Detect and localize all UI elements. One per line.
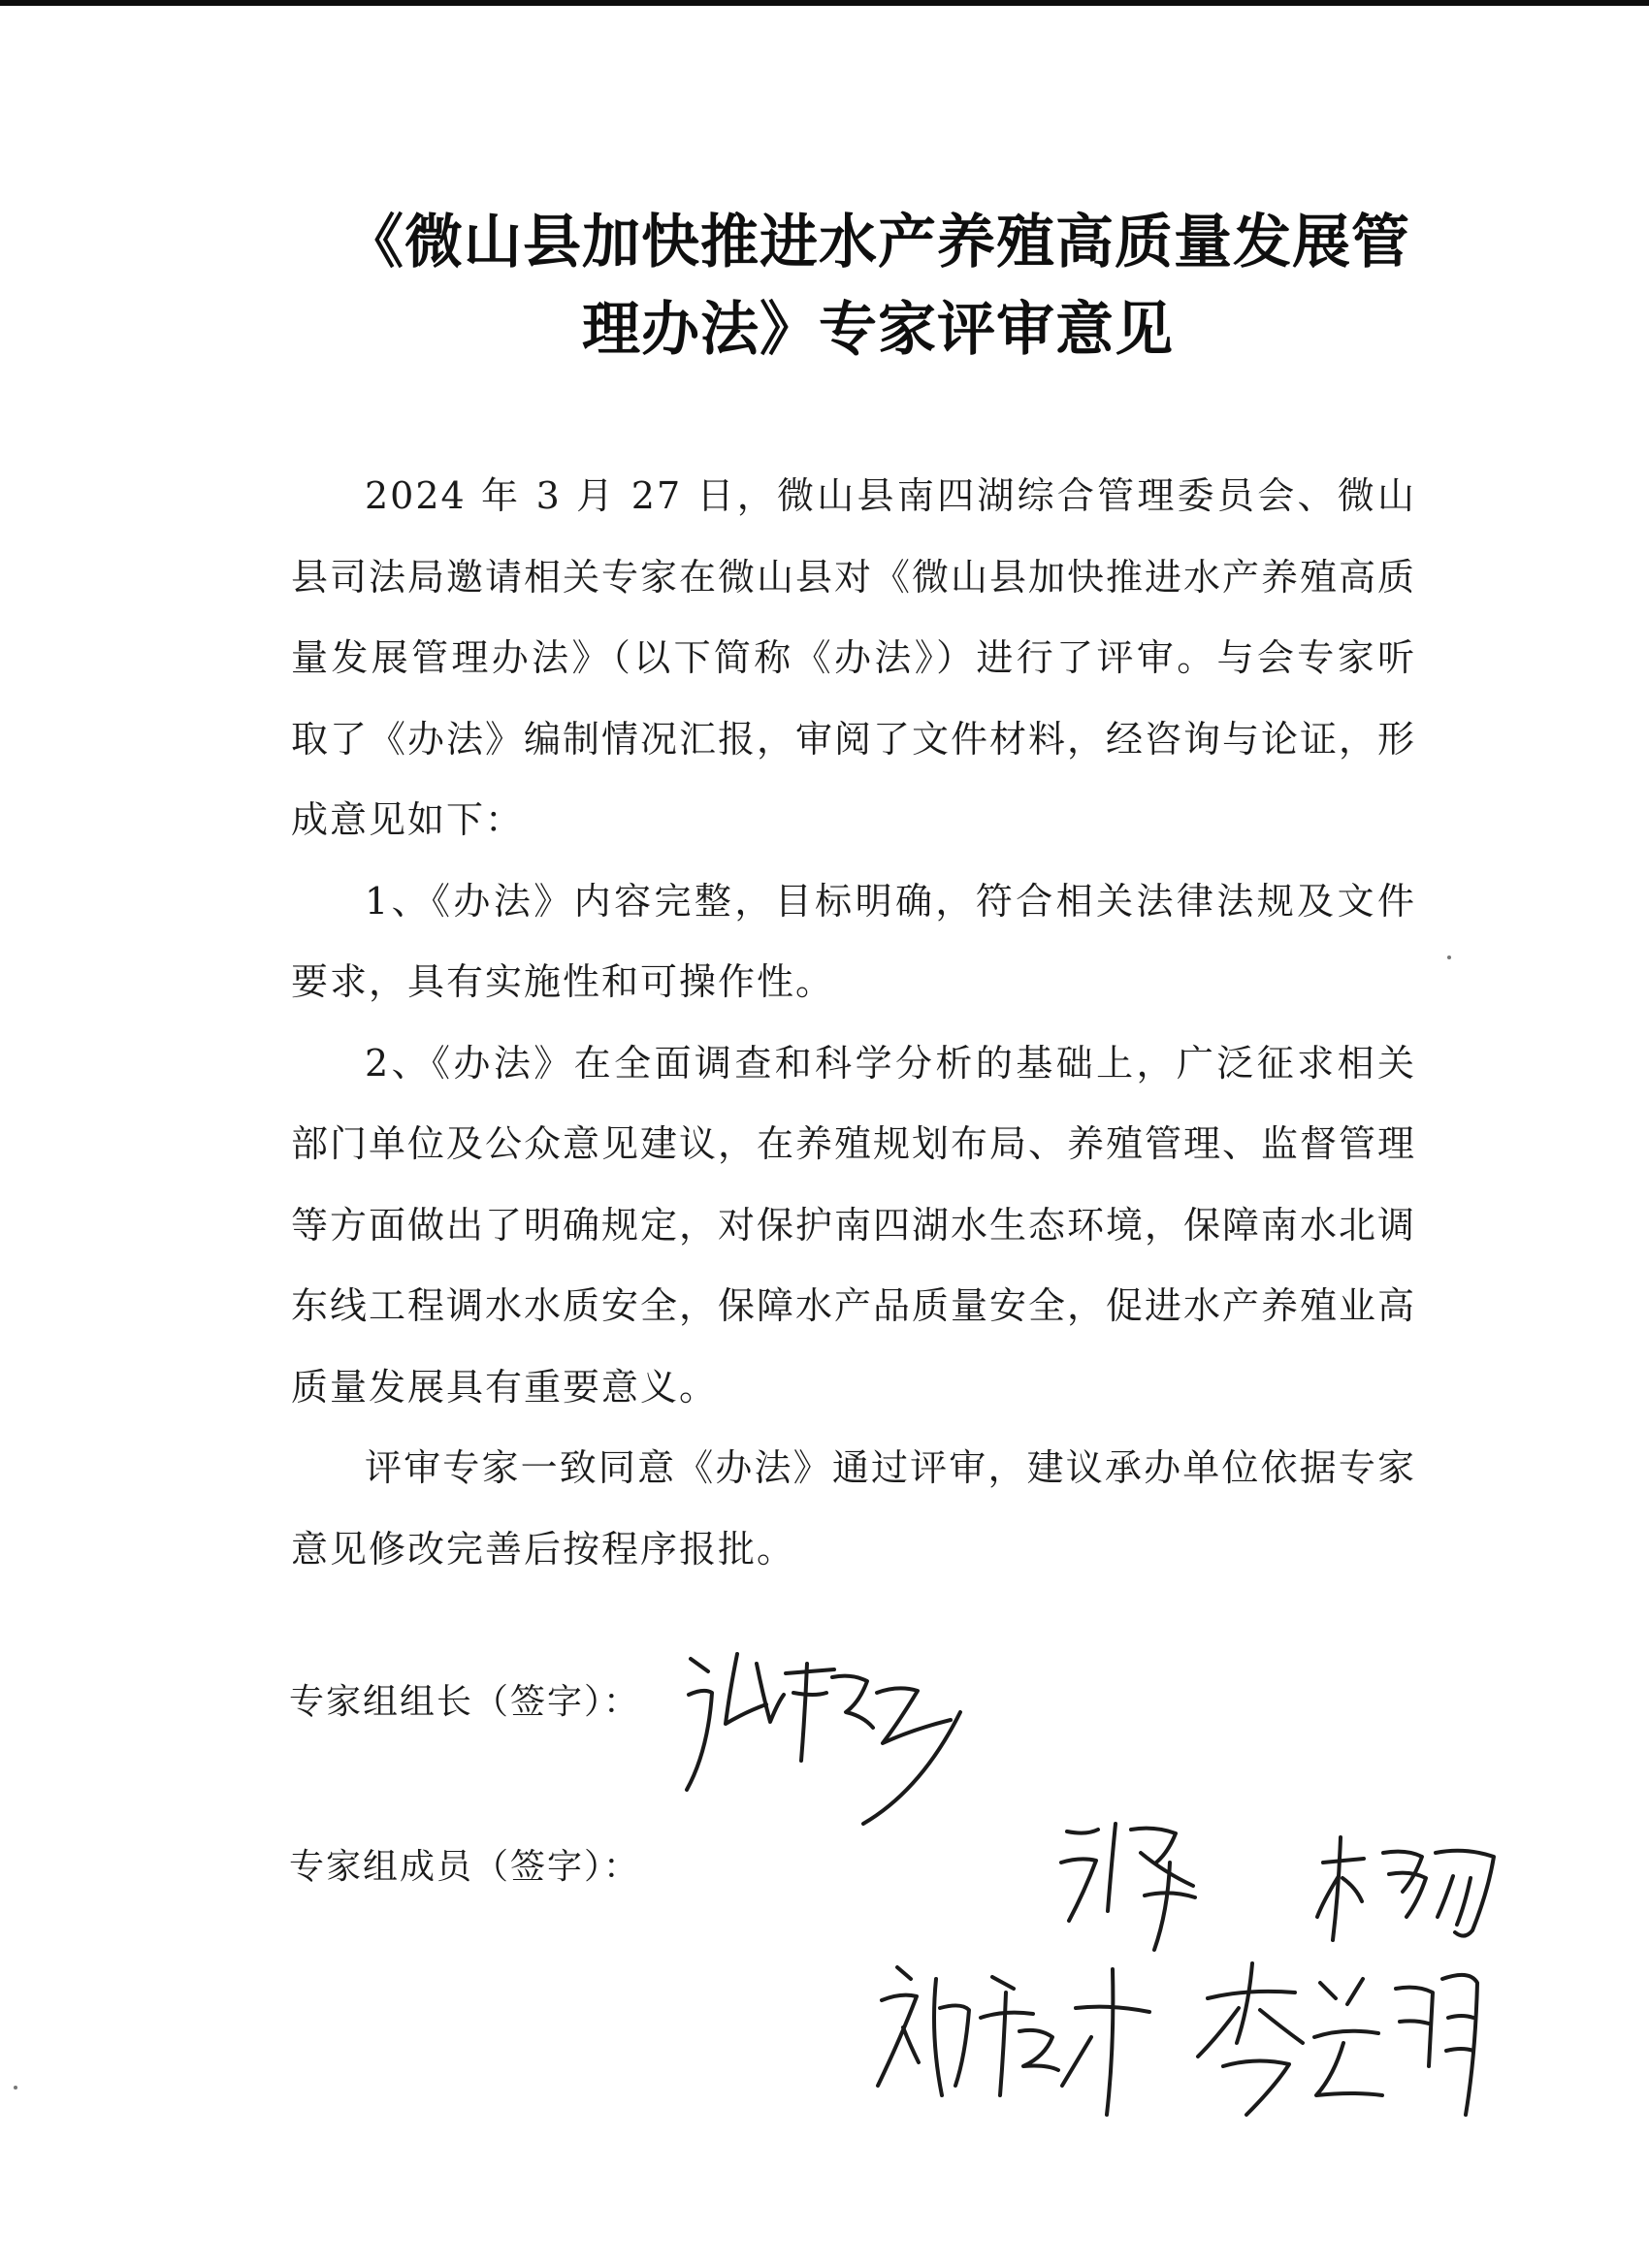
scan-top-edge xyxy=(0,0,1649,6)
members-signature-label: 专家组成员（签字）： xyxy=(289,1847,641,1887)
title-line-2: 理办法》专家评审意见 xyxy=(582,296,1174,364)
title-line-1: 《微山县加快推进水产养殖高质量发展管 xyxy=(345,209,1410,276)
member-signature-3 xyxy=(868,1950,1188,2124)
document-title xyxy=(330,199,1426,373)
opinion-1-paragraph: 1、《办法》内容完整，目标明确，符合相关法律法规及文件要求，具有实施性和可操作性。 xyxy=(291,879,1416,1003)
member-signature-1 xyxy=(1048,1804,1280,1960)
leader-signature-label: 专家组组长（签字）： xyxy=(289,1682,641,1722)
opinion-2-paragraph: 2、《办法》在全面调查和科学分析的基础上，广泛征求相关部门单位及公众意见建议，在养殖规划布局、养殖管理、监督管理等方面做出了明确规定，对保护南四湖水生态环境，保障南水北调东线工程调水水质安全，保障水产品质量安全，促进水产养殖业高质量发展具有重要意义。 xyxy=(291,1041,1417,1409)
member-signature-2 xyxy=(1310,1824,1533,1969)
conclusion-paragraph: 评审专家一致同意《办法》通过评审，建议承办单位依据专家意见修改完善后按程序报批。 xyxy=(291,1446,1416,1571)
scan-speck xyxy=(1447,956,1451,959)
member-signature-4 xyxy=(1188,1950,1479,2124)
scan-speck xyxy=(14,2086,17,2090)
document-body xyxy=(291,456,1416,1590)
leader-signature xyxy=(669,1635,980,1829)
intro-paragraph: 2024 年 3 月 27 日，微山县南四湖综合管理委员会、微山县司法局邀请相关专家在微山县对《微山县加快推进水产养殖高质量发展管理办法》（以下简称《办法》）进行了评审。与会专家听取了《办法》编制情况汇报，审阅了文件材料，经咨询与论证，形成意见如下： xyxy=(291,474,1417,841)
